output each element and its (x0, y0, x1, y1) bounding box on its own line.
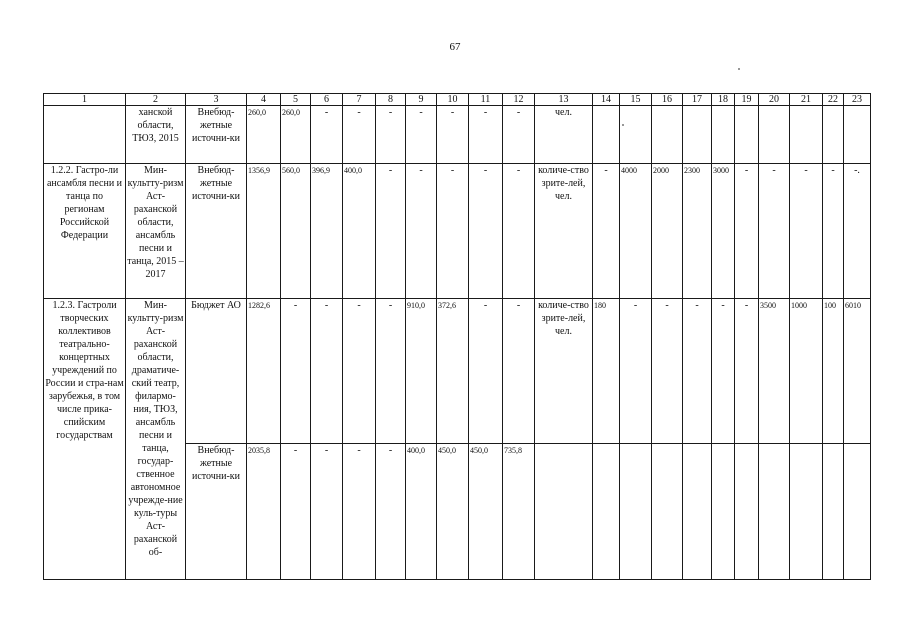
header-cell: 5 (281, 94, 311, 106)
indicator-cell: количе-ство зрите-лей, чел. (535, 299, 593, 444)
value-cell: 400,0 (343, 164, 376, 299)
header-cell: 7 (343, 94, 376, 106)
header-cell: 22 (823, 94, 844, 106)
table-row (44, 299, 871, 444)
value-cell: 1282,6 (247, 299, 281, 444)
value-cell: - (503, 106, 535, 164)
target-cell: 3500 (759, 299, 790, 444)
value-cell: - (406, 164, 437, 299)
executor-cell: Мин-культту-ризм Аст-раханской области, драматиче-ский театр, филармо-ния, ТЮЗ, ансамбль песни и танца, государ-ственное автономное учрежде-ние куль-туры Аст-раханской об- (126, 299, 186, 580)
header-row (44, 94, 871, 106)
page-number: 67 (449, 41, 461, 53)
target-cell: - (735, 299, 759, 444)
activity-cell: 1.2.2. Гастро-ли ансамбля песни и танца по регионам Российской Федерации (44, 164, 126, 299)
value-cell: 260,0 (247, 106, 281, 164)
value-cell: - (376, 299, 406, 444)
activity-cell: 1.2.3. Гастроли творческих коллективов театрально-концертных учреждений по России и стра-нам зарубежья, в том числе прика-спийским государствам (44, 299, 126, 580)
target-cell (823, 106, 844, 164)
header-cell: 16 (652, 94, 683, 106)
value-cell: - (376, 444, 406, 580)
target-cell: 100 (823, 299, 844, 444)
target-cell (652, 106, 683, 164)
target-cell (593, 106, 620, 164)
value-cell: - (281, 444, 311, 580)
value-cell: - (503, 299, 535, 444)
target-cell (712, 444, 735, 580)
target-cell (735, 444, 759, 580)
value-cell: - (376, 106, 406, 164)
value-cell: 910,0 (406, 299, 437, 444)
target-cell: 2300 (683, 164, 712, 299)
target-cell (652, 444, 683, 580)
value-cell: - (469, 164, 503, 299)
value-cell: - (311, 299, 343, 444)
target-cell: 1000 (790, 299, 823, 444)
header-cell: 10 (437, 94, 469, 106)
target-cell: - (735, 164, 759, 299)
value-cell: 560,0 (281, 164, 311, 299)
header-cell: 12 (503, 94, 535, 106)
value-cell: - (469, 299, 503, 444)
target-cell: 2000 (652, 164, 683, 299)
value-cell: 372,6 (437, 299, 469, 444)
value-cell: - (311, 106, 343, 164)
header-cell: 20 (759, 94, 790, 106)
value-cell: 2035,8 (247, 444, 281, 580)
value-cell: 450,0 (437, 444, 469, 580)
target-cell: - (620, 299, 652, 444)
table-row (44, 106, 871, 164)
indicator-cell: чел. (535, 106, 593, 164)
target-cell: 6010 (844, 299, 871, 444)
target-cell: - (712, 299, 735, 444)
header-cell: 17 (683, 94, 712, 106)
target-cell (683, 106, 712, 164)
value-cell: - (376, 164, 406, 299)
value-cell: - (281, 299, 311, 444)
value-cell: - (406, 106, 437, 164)
target-cell (844, 444, 871, 580)
header-cell: 19 (735, 94, 759, 106)
target-cell: - (593, 164, 620, 299)
value-cell: - (469, 106, 503, 164)
activity-cell (44, 106, 126, 164)
target-cell (683, 444, 712, 580)
target-cell: - (790, 164, 823, 299)
target-cell: 3000 (712, 164, 735, 299)
value-cell: 260,0 (281, 106, 311, 164)
header-cell: 23 (844, 94, 871, 106)
budget-table (43, 93, 871, 580)
source-cell: Бюджет АО (186, 299, 247, 444)
value-cell: 400,0 (406, 444, 437, 580)
source-cell: Внебюд-жетные источни-ки (186, 164, 247, 299)
header-cell: 9 (406, 94, 437, 106)
header-cell: 8 (376, 94, 406, 106)
target-cell (735, 106, 759, 164)
table-row (44, 164, 871, 299)
value-cell: - (437, 106, 469, 164)
target-cell (620, 106, 652, 164)
executor-cell: ханской области, ТЮЗ, 2015 (126, 106, 186, 164)
value-cell: - (343, 299, 376, 444)
target-cell (790, 106, 823, 164)
target-cell: - (683, 299, 712, 444)
target-cell (823, 444, 844, 580)
value-cell: - (343, 106, 376, 164)
target-cell (759, 444, 790, 580)
source-cell: Внебюд-жетные источни-ки (186, 106, 247, 164)
target-cell (759, 106, 790, 164)
value-cell: 450,0 (469, 444, 503, 580)
target-cell: 180 (593, 299, 620, 444)
executor-cell: Мин-культту-ризм Аст-раханской области, ансамбль песни и танца, 2015 – 2017 (126, 164, 186, 299)
value-cell: - (503, 164, 535, 299)
header-cell: 14 (593, 94, 620, 106)
header-cell: 18 (712, 94, 735, 106)
value-cell: 1356,9 (247, 164, 281, 299)
target-cell (593, 444, 620, 580)
header-cell: 21 (790, 94, 823, 106)
target-cell: -. (844, 164, 871, 299)
target-cell (790, 444, 823, 580)
indicator-cell: количе-ство зрите-лей, чел. (535, 164, 593, 299)
header-cell: 2 (126, 94, 186, 106)
value-cell: 396,9 (311, 164, 343, 299)
value-cell: - (437, 164, 469, 299)
target-cell: 4000 (620, 164, 652, 299)
header-cell: 4 (247, 94, 281, 106)
indicator-cell (535, 444, 593, 580)
header-cell: 13 (535, 94, 593, 106)
header-cell: 3 (186, 94, 247, 106)
target-cell: - (823, 164, 844, 299)
header-cell: 11 (469, 94, 503, 106)
value-cell: - (311, 444, 343, 580)
header-cell: 6 (311, 94, 343, 106)
value-cell: - (343, 444, 376, 580)
source-cell: Внебюд-жетные источни-ки (186, 444, 247, 580)
target-cell (712, 106, 735, 164)
target-cell (844, 106, 871, 164)
scan-speck (738, 68, 740, 70)
header-cell: 1 (44, 94, 126, 106)
target-cell: - (759, 164, 790, 299)
value-cell: 735,8 (503, 444, 535, 580)
target-cell: - (652, 299, 683, 444)
target-cell (620, 444, 652, 580)
header-cell: 15 (620, 94, 652, 106)
